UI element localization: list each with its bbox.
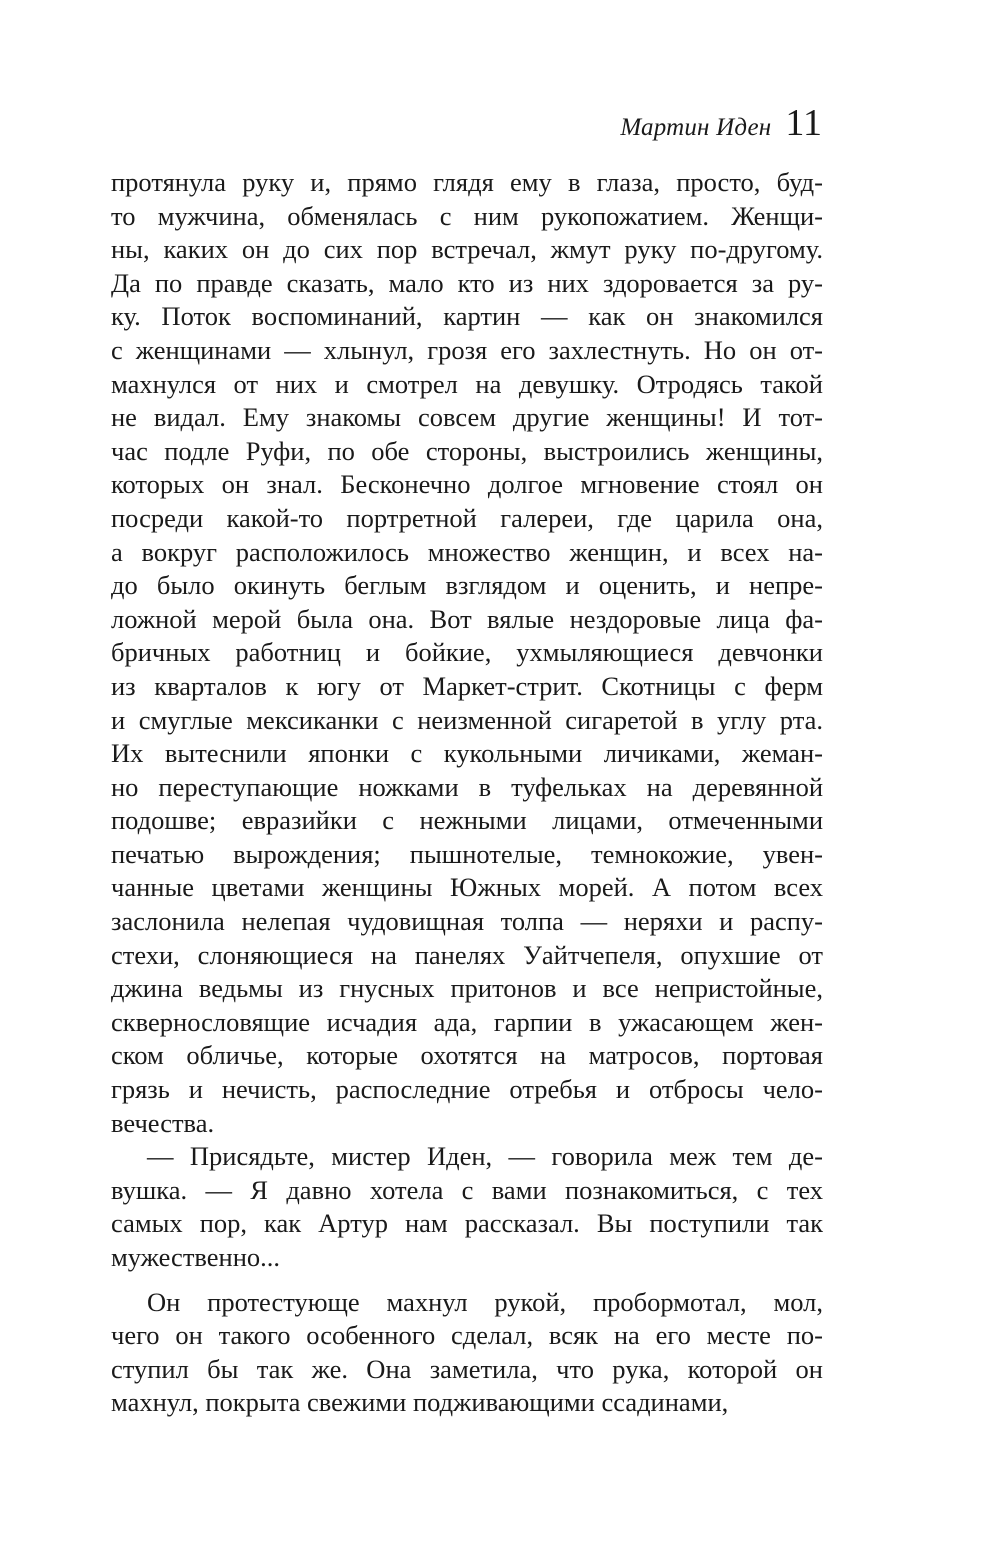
text-line: ступил бы так же. Она заметила, что рука, которой он — [111, 1353, 823, 1384]
text-line: ском обличье, которые охотятся на матросов, портовая — [111, 1040, 823, 1071]
paragraph-gap — [111, 1275, 823, 1286]
text-line: махнулся от них и смотрел на девушку. Отродясь такой — [111, 368, 823, 399]
text-line: махнул, покрыта свежими подживающими ссадинами, — [111, 1387, 729, 1418]
text-line: ложной мерой была она. Вот вялые нездоровые лица фа- — [111, 603, 823, 634]
text-line: — Присядьте, мистер Иден, — говорила меж тем де- — [147, 1141, 823, 1172]
text-line: посреди какой-то портретной галереи, где царила она, — [111, 502, 823, 533]
text-line: которых он знал. Бесконечно долгое мгновение стоял он — [111, 469, 823, 500]
text-line: то мужчина, обменялась с ним рукопожатием. Женщи- — [111, 200, 823, 231]
text-line: печатью вырождения; пышнотелые, темнокожие, увен- — [111, 838, 823, 869]
running-head — [620, 104, 822, 142]
text-line: ку. Поток воспоминаний, картин — как он знакомился — [111, 301, 823, 332]
text-line: сквернословящие исчадия ада, гарпии в ужасающем жен- — [111, 1006, 823, 1037]
text-line: ны, каких он до сих пор встречал, жмут руку по-другому. — [111, 234, 823, 265]
text-line: бричных работниц и бойкие, ухмыляющиеся девчонки — [111, 637, 823, 668]
text-line: чанные цветами женщины Южных морей. А потом всех — [111, 872, 823, 903]
text-line: грязь и нечисть, распоследние отребья и отбросы чело- — [111, 1074, 823, 1105]
text-line: вечества. — [111, 1107, 215, 1138]
text-line: с женщинами — хлынул, грозя его захлестнуть. Но он от- — [111, 334, 823, 365]
text-line: джина ведьмы из гнусных притонов и все непристойные, — [111, 973, 823, 1004]
paragraph — [111, 1286, 823, 1420]
text-line: протянула руку и, прямо глядя ему в глаза, просто, буд- — [111, 167, 823, 197]
text-line: вушка. — Я давно хотела с вами познакомиться, с тех — [111, 1174, 823, 1205]
text-line: мужественно... — [111, 1242, 281, 1272]
text-line: самых пор, как Артур нам рассказал. Вы поступили так — [111, 1208, 823, 1239]
body-text — [111, 166, 823, 1420]
text-line: подошве; евразийки с нежными лицами, отмеченными — [111, 805, 823, 836]
text-line: а вокруг расположилось множество женщин, и всех на- — [111, 536, 823, 567]
text-line: но переступающие ножками в туфельках на деревянной — [111, 771, 823, 802]
text-line: чего он такого особенного сделал, всяк на его месте по- — [111, 1320, 823, 1351]
text-line: Да по правде сказать, мало кто из них здоровается за ру- — [111, 267, 823, 298]
page-number: 11 — [785, 102, 822, 144]
text-line: Их вытеснили японки с кукольными личиками, жеман- — [111, 738, 823, 769]
text-line: час подле Руфи, по обе стороны, выстроились женщины, — [111, 435, 823, 466]
paragraph — [111, 166, 823, 1140]
text-line: и смуглые мексиканки с неизменной сигаретой в углу рта. — [111, 704, 823, 735]
text-line: не видал. Ему знакомы совсем другие женщины! И тот- — [111, 402, 823, 433]
text-line: из кварталов к югу от Маркет-стрит. Скотницы с ферм — [111, 670, 823, 701]
text-line: Он протестующе махнул рукой, пробормотал, мол, — [147, 1286, 823, 1317]
text-line: до было окинуть беглым взглядом и оценить, и непре- — [111, 570, 823, 601]
paragraph — [111, 1140, 823, 1274]
text-line: заслонила нелепая чудовищная толпа — неряхи и распу- — [111, 906, 823, 937]
running-title: Мартин Иден — [620, 114, 772, 141]
text-line: стехи, слоняющиеся на панелях Уайтчепеля, опухшие от — [111, 939, 823, 970]
